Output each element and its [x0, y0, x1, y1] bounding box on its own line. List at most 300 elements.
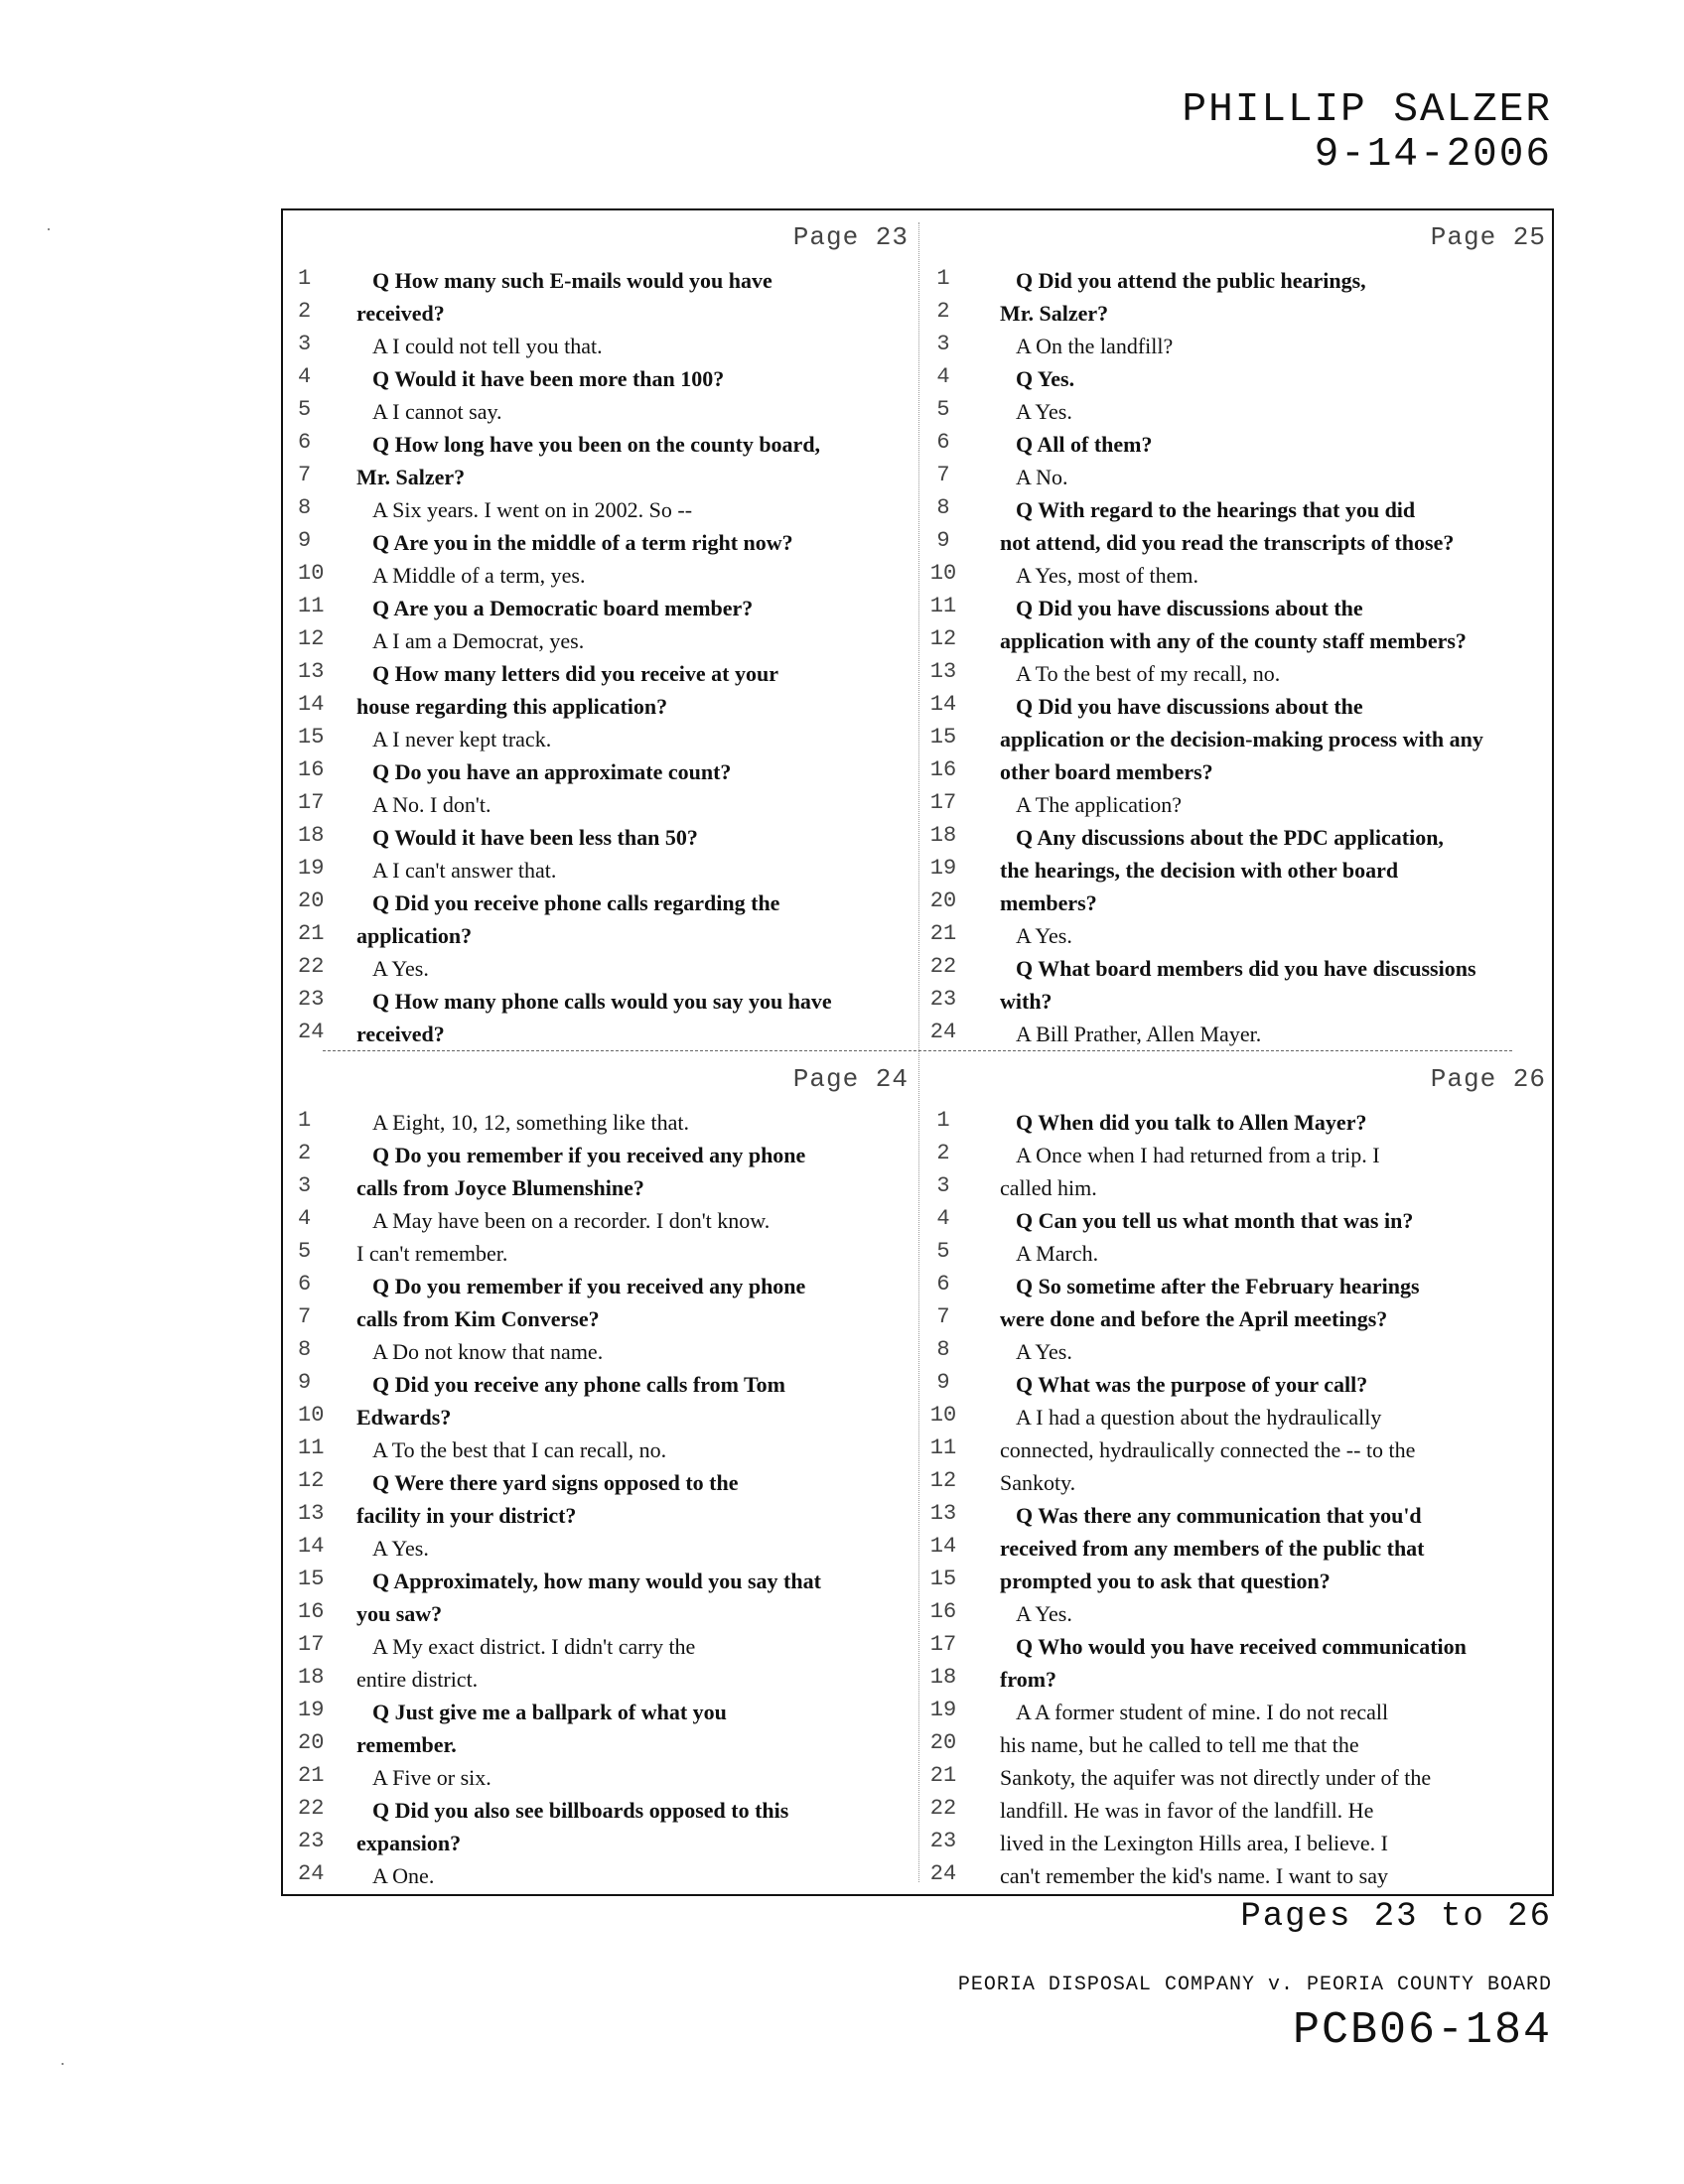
line-text: A I could not tell you that. [372, 334, 603, 358]
line-text: Q Who would you have received communication [1016, 1634, 1467, 1659]
line-text: A Middle of a term, yes. [372, 563, 586, 588]
transcript-line [283, 1663, 918, 1696]
transcript-line [918, 1335, 1554, 1368]
line-text: received? [356, 301, 445, 326]
transcript-line [918, 887, 1554, 919]
line-text: calls from Kim Converse? [356, 1306, 600, 1331]
line-text: A Yes. [1016, 923, 1072, 948]
transcript-line [918, 1859, 1554, 1892]
transcript-line [283, 1302, 918, 1335]
line-number: 13 [298, 659, 325, 684]
transcript-line [918, 854, 1554, 887]
line-text: calls from Joyce Blumenshine? [356, 1175, 644, 1200]
transcript-line [283, 428, 918, 461]
transcript-line [918, 821, 1554, 854]
line-text: Q How many letters did you receive at your [372, 661, 778, 686]
witness-name: PHILLIP SALZER [1182, 87, 1552, 133]
transcript-line [918, 1630, 1554, 1663]
line-number: 24 [298, 1020, 325, 1044]
line-number: 21 [929, 1763, 957, 1788]
line-text: A Six years. I went on in 2002. So -- [372, 497, 693, 522]
line-text: Edwards? [356, 1405, 452, 1430]
line-text: Q How long have you been on the county board, [372, 432, 821, 457]
line-number: 16 [929, 1599, 957, 1624]
transcript-lines [283, 1106, 918, 1892]
line-number: 24 [298, 1861, 325, 1886]
line-number: 16 [929, 757, 957, 782]
line-text: A On the landfill? [1016, 334, 1174, 358]
line-number: 20 [929, 1730, 957, 1755]
line-number: 7 [936, 1304, 950, 1329]
line-number: 8 [298, 495, 312, 520]
line-number: 9 [936, 1370, 950, 1395]
transcript-line [283, 330, 918, 362]
line-text: A No. I don't. [372, 792, 491, 817]
line-number: 11 [298, 1435, 325, 1460]
line-number: 16 [298, 1599, 325, 1624]
line-number: 3 [936, 1173, 950, 1198]
line-text: Q How many such E-mails would you have [372, 268, 772, 293]
transcript-line [283, 1499, 918, 1532]
line-text: from? [1000, 1667, 1057, 1692]
transcript-line [283, 1728, 918, 1761]
line-number: 13 [929, 659, 957, 684]
transcript-line [918, 985, 1554, 1018]
line-number: 6 [298, 430, 312, 455]
line-number: 12 [298, 1468, 325, 1493]
transcript-page [283, 1052, 918, 1888]
transcript-page [918, 210, 1554, 1046]
line-number: 10 [929, 561, 957, 586]
transcript-line [918, 1827, 1554, 1859]
line-number: 20 [298, 1730, 325, 1755]
line-number: 22 [298, 954, 325, 979]
transcript-line [283, 1794, 918, 1827]
line-number: 16 [298, 757, 325, 782]
line-text: Sankoty. [1000, 1470, 1076, 1495]
line-text: I can't remember. [356, 1241, 508, 1266]
horizontal-divider [323, 1050, 1512, 1051]
line-number: 4 [298, 364, 312, 389]
line-text: remember. [356, 1732, 457, 1757]
line-number: 22 [298, 1796, 325, 1821]
line-text: A I cannot say. [372, 399, 502, 424]
line-number: 2 [298, 1141, 312, 1165]
line-number: 18 [298, 823, 325, 848]
line-text: Q Just give me a ballpark of what you [372, 1700, 727, 1724]
line-text: Q How many phone calls would you say you have [372, 989, 832, 1014]
line-text: A I am a Democrat, yes. [372, 628, 585, 653]
line-number: 20 [929, 888, 957, 913]
line-text: A Yes. [372, 1536, 429, 1561]
line-number: 7 [298, 463, 312, 487]
line-text: expansion? [356, 1831, 462, 1855]
transcript-line [283, 1270, 918, 1302]
transcript-line [283, 1335, 918, 1368]
line-text: Q All of them? [1016, 432, 1153, 457]
line-text: Q Are you in the middle of a term right now? [372, 530, 793, 555]
line-number: 8 [936, 495, 950, 520]
transcript-line [283, 559, 918, 592]
transcript-line [283, 985, 918, 1018]
line-number: 9 [298, 528, 312, 553]
transcript-line [918, 559, 1554, 592]
line-text: A Yes, most of them. [1016, 563, 1198, 588]
line-number: 17 [298, 790, 325, 815]
transcript-line [283, 1401, 918, 1433]
transcript-line [918, 1794, 1554, 1827]
transcript-line [283, 887, 918, 919]
transcript-line [918, 1204, 1554, 1237]
page-label: Page 25 [1430, 222, 1546, 252]
line-number: 13 [929, 1501, 957, 1526]
line-number: 14 [929, 1534, 957, 1559]
line-number: 1 [298, 1108, 312, 1133]
line-text: Q Do you have an approximate count? [372, 759, 732, 784]
line-text: A Yes. [1016, 1339, 1072, 1364]
line-number: 14 [298, 692, 325, 717]
transcript-line [283, 1368, 918, 1401]
line-number: 15 [298, 1567, 325, 1591]
line-number: 17 [929, 1632, 957, 1657]
line-text: A No. [1016, 465, 1068, 489]
line-text: Sankoty, the aquifer was not directly under of the [1000, 1765, 1432, 1790]
transcript-line [283, 1106, 918, 1139]
line-number: 2 [936, 299, 950, 324]
transcript-line [918, 624, 1554, 657]
line-text: A The application? [1016, 792, 1182, 817]
line-text: Q Can you tell us what month that was in? [1016, 1208, 1414, 1233]
line-text: landfill. He was in favor of the landfill. He [1000, 1798, 1374, 1823]
line-text: Q Did you also see billboards opposed to this [372, 1798, 789, 1823]
transcript-line [918, 1466, 1554, 1499]
transcript-line [918, 1499, 1554, 1532]
line-text: house regarding this application? [356, 694, 668, 719]
transcript-line [918, 1696, 1554, 1728]
line-number: 4 [936, 1206, 950, 1231]
line-number: 9 [936, 528, 950, 553]
line-text: Q Did you receive any phone calls from Tom [372, 1372, 785, 1397]
line-number: 15 [929, 725, 957, 750]
transcript-line [283, 1761, 918, 1794]
line-number: 4 [936, 364, 950, 389]
line-text: prompted you to ask that question? [1000, 1569, 1331, 1593]
transcript-line [283, 1532, 918, 1565]
line-number: 18 [929, 1665, 957, 1690]
line-text: A Bill Prather, Allen Mayer. [1016, 1022, 1262, 1046]
transcript-line [283, 1018, 918, 1050]
transcript-line [918, 362, 1554, 395]
transcript-line [918, 1663, 1554, 1696]
line-text: Mr. Salzer? [356, 465, 466, 489]
line-text: A May have been on a recorder. I don't know. [372, 1208, 771, 1233]
line-number: 4 [298, 1206, 312, 1231]
line-number: 17 [298, 1632, 325, 1657]
transcript-line [918, 788, 1554, 821]
line-text: entire district. [356, 1667, 479, 1692]
line-number: 14 [298, 1534, 325, 1559]
transcript-line [283, 624, 918, 657]
line-text: Q What board members did you have discussions [1016, 956, 1476, 981]
transcript-line [283, 264, 918, 297]
line-text: facility in your district? [356, 1503, 577, 1528]
line-number: 18 [929, 823, 957, 848]
transcript-line [918, 1018, 1554, 1050]
line-text: Q Did you have discussions about the [1016, 694, 1363, 719]
line-text: A Once when I had returned from a trip. I [1016, 1143, 1380, 1167]
transcript-line [283, 854, 918, 887]
case-number: PCB06-184 [1292, 2005, 1552, 2056]
line-text: A I had a question about the hydraulically [1016, 1405, 1382, 1430]
line-text: members? [1000, 890, 1097, 915]
scan-speck [48, 228, 50, 230]
line-number: 22 [929, 1796, 957, 1821]
transcript-line [918, 1761, 1554, 1794]
line-number: 17 [929, 790, 957, 815]
line-number: 12 [929, 626, 957, 651]
line-number: 19 [929, 856, 957, 881]
line-text: you saw? [356, 1601, 443, 1626]
line-text: Q So sometime after the February hearings [1016, 1274, 1420, 1298]
line-number: 6 [298, 1272, 312, 1297]
line-number: 15 [929, 1567, 957, 1591]
line-text: A A former student of mine. I do not recall [1016, 1700, 1389, 1724]
line-number: 5 [936, 397, 950, 422]
line-number: 3 [298, 1173, 312, 1198]
transcript-line [918, 1368, 1554, 1401]
line-text: Q Was there any communication that you'd [1016, 1503, 1422, 1528]
line-number: 11 [929, 594, 957, 618]
transcript-line [918, 1106, 1554, 1139]
line-number: 24 [929, 1020, 957, 1044]
transcript-line [283, 297, 918, 330]
transcript-line [918, 1728, 1554, 1761]
transcript-line [918, 723, 1554, 755]
line-number: 19 [298, 1698, 325, 1722]
line-text: A Yes. [1016, 1601, 1072, 1626]
line-text: application or the decision-making process with any [1000, 727, 1483, 751]
line-number: 14 [929, 692, 957, 717]
transcript-line [918, 1237, 1554, 1270]
transcript-line [283, 592, 918, 624]
transcript-line [283, 1139, 918, 1171]
transcript-line [283, 690, 918, 723]
line-text: A Five or six. [372, 1765, 491, 1790]
transcript-line [918, 461, 1554, 493]
transcript-line [918, 493, 1554, 526]
line-text: Q Would it have been less than 50? [372, 825, 698, 850]
line-text: Q Were there yard signs opposed to the [372, 1470, 739, 1495]
transcript-line [283, 1237, 918, 1270]
transcript-line [283, 657, 918, 690]
transcript-line [918, 1302, 1554, 1335]
transcript-line [283, 493, 918, 526]
line-number: 24 [929, 1861, 957, 1886]
transcript-line [283, 755, 918, 788]
line-number: 6 [936, 1272, 950, 1297]
line-text: Q With regard to the hearings that you did [1016, 497, 1416, 522]
transcript-line [283, 1433, 918, 1466]
line-text: were done and before the April meetings? [1000, 1306, 1388, 1331]
deposition-date: 9-14-2006 [1314, 132, 1552, 178]
page-label: Page 26 [1430, 1064, 1546, 1094]
line-text: A I never kept track. [372, 727, 552, 751]
line-number: 10 [298, 561, 325, 586]
transcript-line [918, 1565, 1554, 1597]
line-text: lived in the Lexington Hills area, I believe. I [1000, 1831, 1388, 1855]
transcript-line [283, 1597, 918, 1630]
transcript-line [283, 788, 918, 821]
line-number: 13 [298, 1501, 325, 1526]
line-text: A Eight, 10, 12, something like that. [372, 1110, 689, 1135]
line-text: Q What was the purpose of your call? [1016, 1372, 1368, 1397]
line-text: with? [1000, 989, 1052, 1014]
transcript-line [918, 1171, 1554, 1204]
line-number: 5 [298, 397, 312, 422]
line-number: 23 [929, 987, 957, 1012]
transcript-page [283, 210, 918, 1046]
line-text: Q Did you have discussions about the [1016, 596, 1363, 620]
transcript-line [918, 1139, 1554, 1171]
line-text: A I can't answer that. [372, 858, 557, 883]
transcript-frame [281, 208, 1554, 1896]
transcript-line [918, 1597, 1554, 1630]
line-number: 11 [929, 1435, 957, 1460]
transcript-line [918, 755, 1554, 788]
line-number: 2 [298, 299, 312, 324]
line-number: 21 [298, 1763, 325, 1788]
line-text: A Yes. [372, 956, 429, 981]
transcript-line [283, 1859, 918, 1892]
line-number: 10 [298, 1403, 325, 1428]
line-text: Q Did you attend the public hearings, [1016, 268, 1366, 293]
transcript-lines [283, 264, 918, 1050]
line-number: 19 [929, 1698, 957, 1722]
transcript-line [918, 297, 1554, 330]
transcript-line [283, 461, 918, 493]
line-number: 3 [936, 332, 950, 356]
transcript-line [283, 526, 918, 559]
line-number: 7 [298, 1304, 312, 1329]
transcript-line [283, 1204, 918, 1237]
line-number: 23 [929, 1829, 957, 1853]
transcript-line [283, 821, 918, 854]
transcript-line [918, 1401, 1554, 1433]
line-number: 1 [936, 1108, 950, 1133]
line-text: Q Yes. [1016, 366, 1075, 391]
line-text: A One. [372, 1863, 435, 1888]
transcript-lines [918, 1106, 1554, 1892]
line-number: 22 [929, 954, 957, 979]
line-number: 1 [936, 266, 950, 291]
transcript-line [918, 395, 1554, 428]
transcript-line [283, 1827, 918, 1859]
line-text: received from any members of the public that [1000, 1536, 1425, 1561]
line-text: Q Any discussions about the PDC application, [1016, 825, 1444, 850]
case-title: PEORIA DISPOSAL COMPANY v. PEORIA COUNTY BOARD [957, 1974, 1552, 1996]
line-text: A Do not know that name. [372, 1339, 604, 1364]
pages-range: Pages 23 to 26 [1240, 1898, 1552, 1936]
line-number: 21 [298, 921, 325, 946]
line-text: Q Approximately, how many would you say that [372, 1569, 821, 1593]
line-text: received? [356, 1022, 445, 1046]
transcript-line [918, 526, 1554, 559]
line-text: connected, hydraulically connected the -- to the [1000, 1437, 1416, 1462]
line-text: A To the best of my recall, no. [1016, 661, 1281, 686]
transcript-line [918, 592, 1554, 624]
transcript-line [283, 919, 918, 952]
line-text: Q Do you remember if you received any phone [372, 1143, 806, 1167]
transcript-lines [918, 264, 1554, 1050]
line-number: 8 [936, 1337, 950, 1362]
line-text: other board members? [1000, 759, 1213, 784]
line-number: 9 [298, 1370, 312, 1395]
transcript-line [283, 952, 918, 985]
line-number: 12 [298, 626, 325, 651]
line-text: A Yes. [1016, 399, 1072, 424]
line-text: Q Did you receive phone calls regarding the [372, 890, 780, 915]
line-number: 10 [929, 1403, 957, 1428]
transcript-line [918, 428, 1554, 461]
line-text: application with any of the county staff members? [1000, 628, 1467, 653]
scan-speck [62, 2063, 64, 2065]
line-text: A To the best that I can recall, no. [372, 1437, 667, 1462]
transcript-line [918, 657, 1554, 690]
transcript-line [918, 952, 1554, 985]
line-text: can't remember the kid's name. I want to say [1000, 1863, 1388, 1888]
line-number: 2 [936, 1141, 950, 1165]
line-number: 20 [298, 888, 325, 913]
line-number: 11 [298, 594, 325, 618]
line-text: called him. [1000, 1175, 1097, 1200]
line-number: 5 [298, 1239, 312, 1264]
line-number: 8 [298, 1337, 312, 1362]
line-number: 12 [929, 1468, 957, 1493]
line-number: 21 [929, 921, 957, 946]
line-text: not attend, did you read the transcripts of those? [1000, 530, 1455, 555]
line-number: 6 [936, 430, 950, 455]
line-text: Q Do you remember if you received any phone [372, 1274, 806, 1298]
page-label: Page 24 [792, 1064, 909, 1094]
transcript-line [283, 1696, 918, 1728]
line-text: his name, but he called to tell me that the [1000, 1732, 1359, 1757]
line-number: 1 [298, 266, 312, 291]
line-text: A March. [1016, 1241, 1099, 1266]
line-number: 15 [298, 725, 325, 750]
line-number: 5 [936, 1239, 950, 1264]
transcript-line [283, 1466, 918, 1499]
transcript-line [918, 919, 1554, 952]
line-number: 7 [936, 463, 950, 487]
transcript-line [283, 723, 918, 755]
line-text: Q Would it have been more than 100? [372, 366, 725, 391]
page-label: Page 23 [792, 222, 909, 252]
transcript-page [918, 1052, 1554, 1888]
transcript-line [918, 264, 1554, 297]
transcript-line [283, 1171, 918, 1204]
line-text: application? [356, 923, 473, 948]
transcript-line [918, 690, 1554, 723]
line-number: 3 [298, 332, 312, 356]
transcript-line [918, 1433, 1554, 1466]
line-text: Q Are you a Democratic board member? [372, 596, 754, 620]
transcript-line [918, 1532, 1554, 1565]
line-number: 23 [298, 1829, 325, 1853]
line-text: Mr. Salzer? [1000, 301, 1109, 326]
line-text: the hearings, the decision with other board [1000, 858, 1399, 883]
line-number: 18 [298, 1665, 325, 1690]
line-text: Q When did you talk to Allen Mayer? [1016, 1110, 1367, 1135]
